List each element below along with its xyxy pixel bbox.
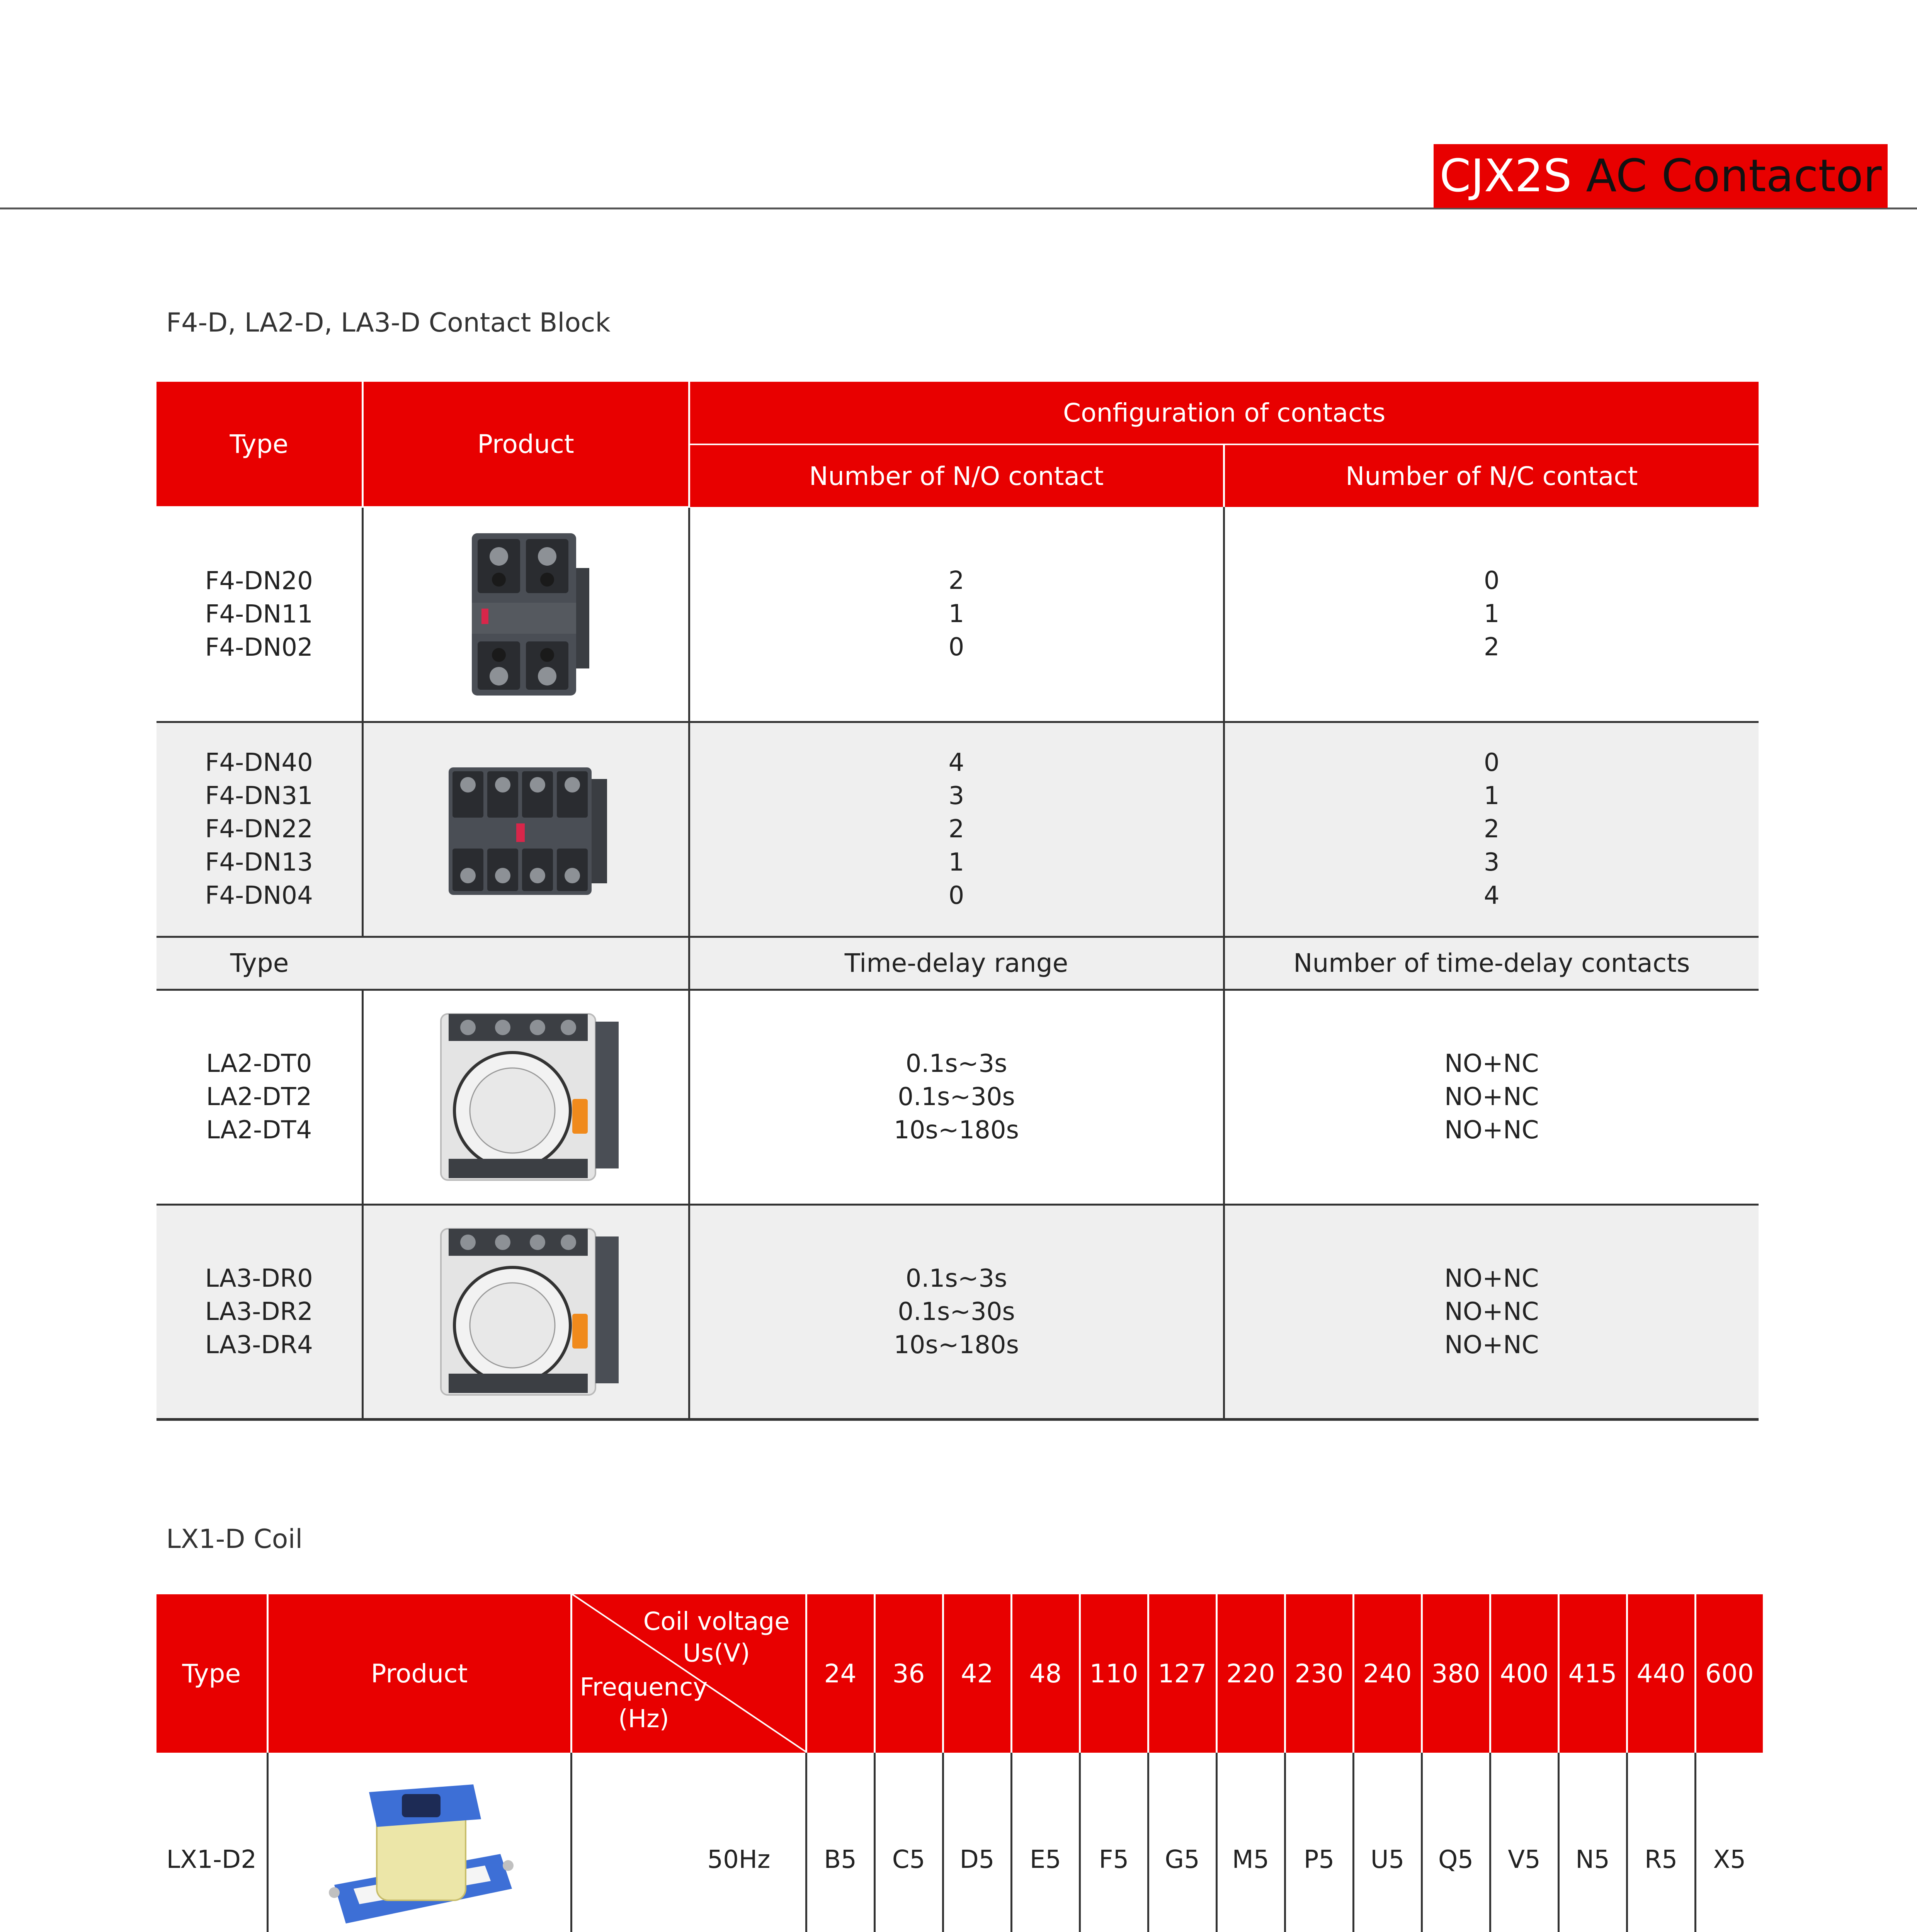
delay-contacts-list xyxy=(1224,1204,1759,1419)
product-image xyxy=(362,507,689,722)
voltage-header: 42 xyxy=(943,1594,1011,1753)
voltage-header: 240 xyxy=(1353,1594,1422,1753)
contact-block-table xyxy=(156,382,1759,1421)
delay-range-header: Time-delay range xyxy=(689,937,1224,990)
col-nc-header: Number of N/C contact xyxy=(1224,444,1759,507)
voltage-frequency-header xyxy=(571,1594,806,1753)
table-row xyxy=(156,507,1759,722)
delay-contacts-list xyxy=(1224,990,1759,1204)
product-banner xyxy=(1434,144,1888,208)
table-row xyxy=(156,1753,1763,1932)
coil-code: Q5 xyxy=(1422,1753,1490,1932)
no-count-list xyxy=(689,507,1224,722)
f4-dn11-contact-block-image xyxy=(460,526,592,703)
type-list-text: LA2-DT0 LA2-DT2 LA2-DT4 xyxy=(206,1049,312,1145)
nc-count-list xyxy=(1224,507,1759,722)
diagonal-header xyxy=(572,1594,805,1753)
coil-code: X5 xyxy=(1695,1753,1763,1932)
delay-type-header: Type xyxy=(156,937,362,990)
voltage-header: 48 xyxy=(1011,1594,1080,1753)
delay-range-text: 0.1s~3s 0.1s~30s 10s~180s xyxy=(894,1264,1019,1359)
coil-code: M5 xyxy=(1216,1753,1285,1932)
no-count-text: 2 1 0 xyxy=(948,566,964,662)
voltage-header: 400 xyxy=(1490,1594,1558,1753)
la3-dr2-timer-block-image xyxy=(425,1221,626,1403)
delay-range-list xyxy=(689,1204,1224,1419)
delay-contacts-text: NO+NC NO+NC NO+NC xyxy=(1444,1264,1539,1359)
type-list xyxy=(156,507,362,722)
frequency-label: Frequency (Hz) xyxy=(580,1673,708,1733)
contact-block-title: F4-D, LA2-D, LA3-D Contact Block xyxy=(166,308,611,338)
voltage-header: 380 xyxy=(1422,1594,1490,1753)
voltage-header: 220 xyxy=(1216,1594,1285,1753)
col-config-header: Configuration of contacts xyxy=(689,382,1759,444)
coil-code: D5 xyxy=(943,1753,1011,1932)
voltage-header: 230 xyxy=(1285,1594,1353,1753)
coil-code: G5 xyxy=(1148,1753,1216,1932)
nc-count-list xyxy=(1224,722,1759,937)
coil-voltage-label: Coil voltage Us(V) xyxy=(643,1607,790,1668)
lx1-d2-coil-image xyxy=(319,1777,520,1932)
type-list-text: F4-DN20 F4-DN11 F4-DN02 xyxy=(205,566,313,662)
coil-code: E5 xyxy=(1011,1753,1080,1932)
product-image xyxy=(362,722,689,937)
coil-code: R5 xyxy=(1627,1753,1695,1932)
table-row xyxy=(156,1204,1759,1419)
frequency-value: 50Hz xyxy=(571,1753,806,1932)
coil-code: B5 xyxy=(806,1753,874,1932)
voltage-header: 600 xyxy=(1695,1594,1763,1753)
f4-dn22-contact-block-image xyxy=(441,740,611,918)
coil-table xyxy=(156,1594,1763,1932)
type-list-text: F4-DN40 F4-DN31 F4-DN22 F4-DN13 F4-DN04 xyxy=(205,748,313,910)
coil-code: V5 xyxy=(1490,1753,1558,1932)
voltage-header: 127 xyxy=(1148,1594,1216,1753)
banner-model: CJX2S xyxy=(1439,150,1572,202)
la2-dt2-timer-block-image xyxy=(425,1006,626,1188)
delay-product-spacer xyxy=(362,937,689,990)
delay-range-list xyxy=(689,990,1224,1204)
coil-type: LX1-D2 xyxy=(156,1753,267,1932)
col-type-header: Type xyxy=(156,382,362,507)
type-list-text: LA3-DR0 LA3-DR2 LA3-DR4 xyxy=(205,1264,313,1359)
voltage-header: 24 xyxy=(806,1594,874,1753)
coil-code: P5 xyxy=(1285,1753,1353,1932)
no-count-text: 4 3 2 1 0 xyxy=(948,748,964,910)
nc-count-text: 0 1 2 3 4 xyxy=(1483,748,1500,910)
type-list xyxy=(156,722,362,937)
coil-code: N5 xyxy=(1558,1753,1627,1932)
product-image xyxy=(267,1753,571,1932)
coil-code: U5 xyxy=(1353,1753,1422,1932)
type-list xyxy=(156,990,362,1204)
voltage-header: 36 xyxy=(874,1594,943,1753)
col-product-header: Product xyxy=(362,382,689,507)
col-no-header: Number of N/O contact xyxy=(689,444,1224,507)
voltage-header: 110 xyxy=(1080,1594,1148,1753)
voltage-header: 440 xyxy=(1627,1594,1695,1753)
nc-count-text: 0 1 2 xyxy=(1483,566,1500,662)
product-image xyxy=(362,990,689,1204)
coil-code: C5 xyxy=(874,1753,943,1932)
type-list xyxy=(156,1204,362,1419)
banner-label: AC Contactor xyxy=(1572,150,1882,202)
delay-range-text: 0.1s~3s 0.1s~30s 10s~180s xyxy=(894,1049,1019,1145)
no-count-list xyxy=(689,722,1224,937)
table-row xyxy=(156,990,1759,1204)
coil-type-header: Type xyxy=(182,1658,241,1689)
delay-contacts-header: Number of time-delay contacts xyxy=(1224,937,1759,990)
coil-title: LX1-D Coil xyxy=(166,1524,303,1554)
coil-code: F5 xyxy=(1080,1753,1148,1932)
table-row xyxy=(156,722,1759,937)
delay-contacts-text: NO+NC NO+NC NO+NC xyxy=(1444,1049,1539,1145)
coil-product-header: Product xyxy=(267,1594,571,1753)
product-image xyxy=(362,1204,689,1419)
voltage-header: 415 xyxy=(1558,1594,1627,1753)
